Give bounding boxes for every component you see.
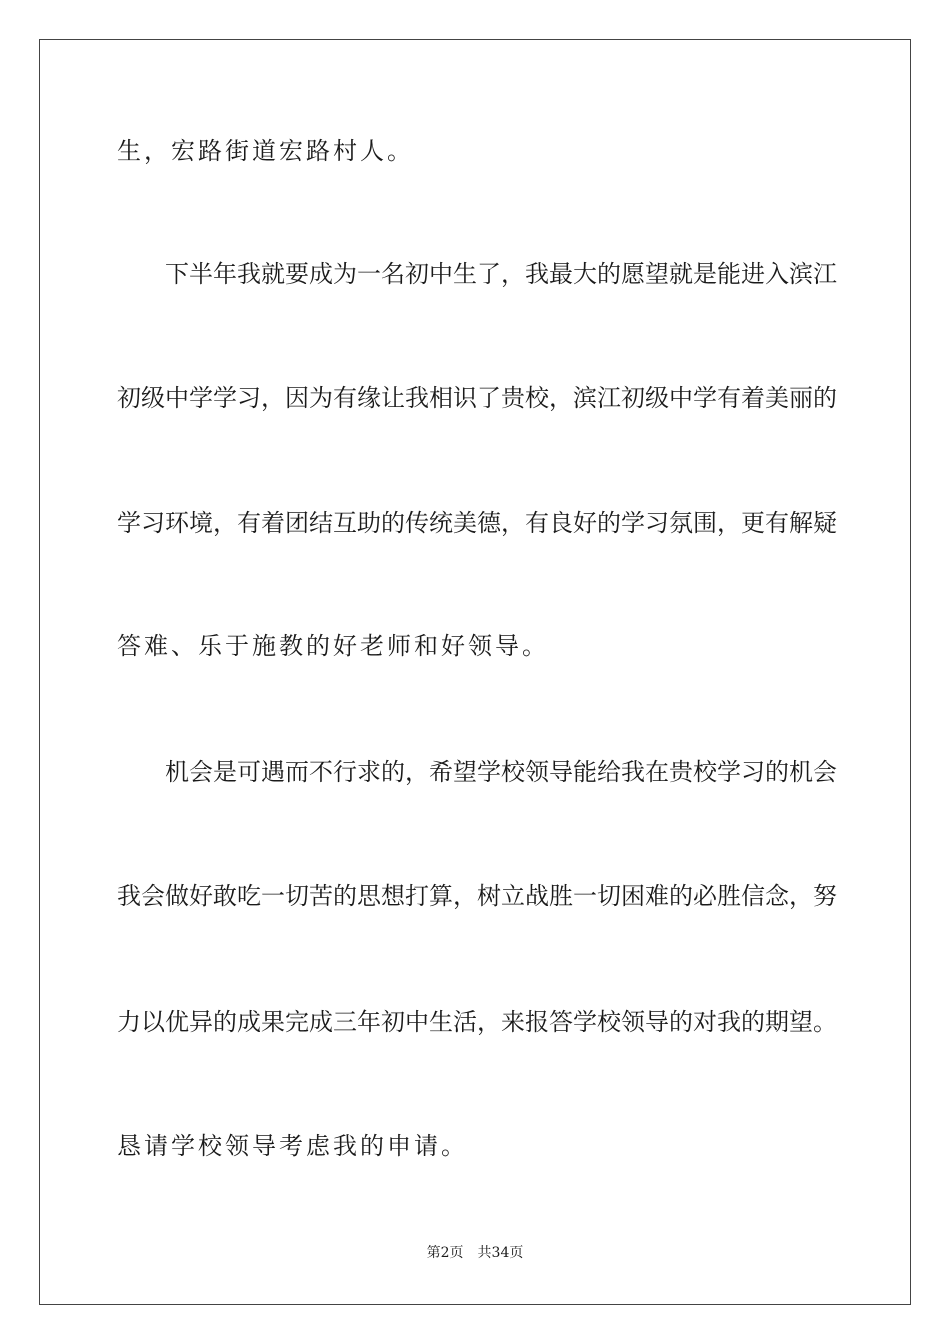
text-line-1: 生，宏路街道宏路村人。 [117, 137, 414, 165]
text-line-8: 力以优异的成果完成三年初中生活，来报答学校领导的对我的期望。 [117, 1008, 837, 1036]
page-number: 第2页 [426, 1245, 464, 1261]
page-total: 共34页 [477, 1245, 524, 1261]
text-line-9: 恳请学校领导考虑我的申请。 [117, 1132, 468, 1160]
text-line-6: 机会是可遇而不行求的，希望学校领导能给我在贵校学习的机会 [165, 758, 837, 786]
text-line-3: 初级中学学习，因为有缘让我相识了贵校，滨江初级中学有着美丽的 [117, 384, 837, 412]
text-line-2: 下半年我就要成为一名初中生了，我最大的愿望就是能进入滨江 [165, 260, 837, 288]
page-footer [0, 1244, 950, 1262]
text-line-4: 学习环境，有着团结互助的传统美德，有良好的学习氛围，更有解疑 [117, 509, 837, 537]
page-border [39, 39, 911, 1305]
text-line-7: 我会做好敢吃一切苦的思想打算，树立战胜一切困难的必胜信念，努 [117, 882, 837, 910]
text-line-5: 答难、乐于施教的好老师和好领导。 [117, 632, 549, 660]
